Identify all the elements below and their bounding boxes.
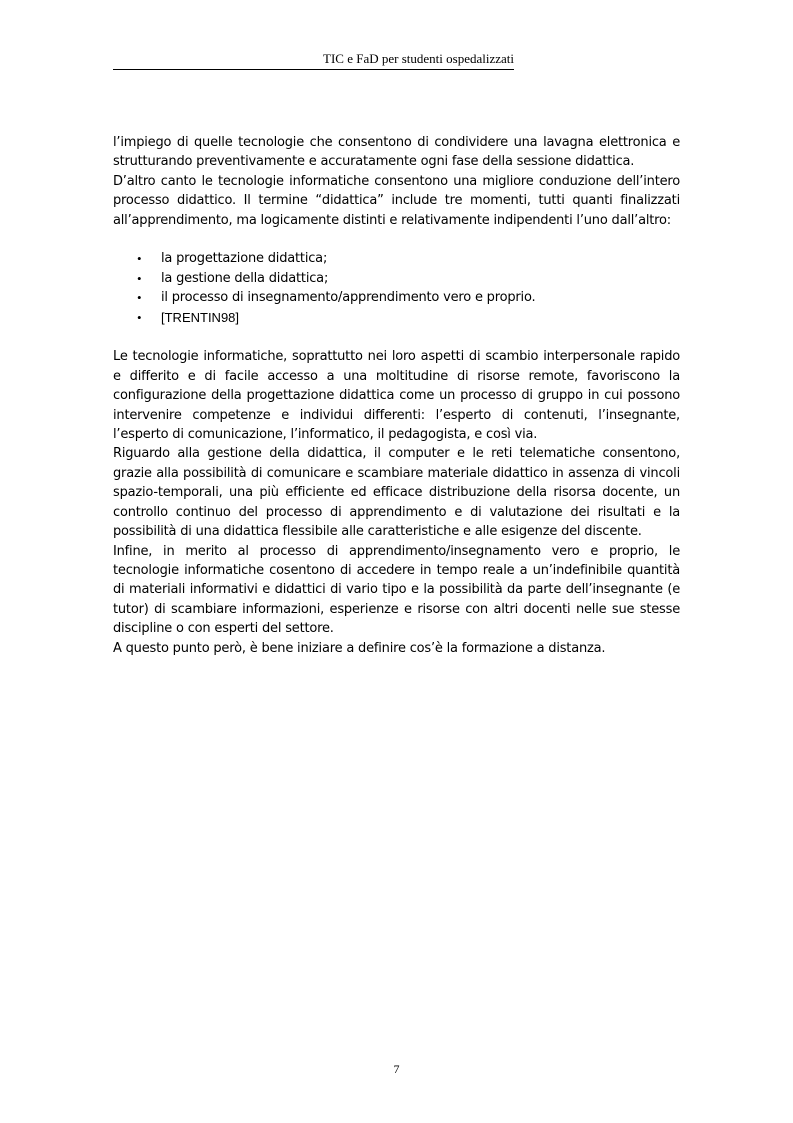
list-item-text: la progettazione didattica;: [161, 251, 328, 267]
running-header-title: TIC e FaD per studenti ospedalizzati: [323, 51, 514, 66]
bullet-icon: •: [137, 290, 142, 306]
list-item-text: il processo di insegnamento/apprendimento vero e proprio.: [161, 290, 536, 306]
didactic-moments-list: [113, 249, 680, 328]
intro-paragraph-1: l’impiego di quelle tecnologie che consentono di condividere una lavagna elettronica e strutturando preventivamente e accuratamente ogni fase della sessione didattica.: [113, 135, 680, 170]
intro-paragraph-2: D’altro canto le tecnologie informatiche consentono una migliore conduzione dell’intero processo didattico. Il termine “didattica” include tre momenti, tutti quanti finalizzati all’apprendimento, ma logicamente distinti e relativamente indipendenti l’uno dall’altro:: [113, 173, 680, 228]
list-item: [113, 288, 680, 307]
page-body: [113, 133, 680, 658]
page-number: 7: [393, 1062, 400, 1076]
body-paragraph-2: Riguardo alla gestione della didattica, il computer e le reti telematiche consentono, grazie alla possibilità di comunicare e scambiare materiale didattico in assenza di vincoli spazio-temporali, una più efficiente ed efficace distribuzione della risorsa docente, un controllo continuo del processo di apprendimento e di valutazione dei risultati e la possibilità di una didattica flessibile alle caratteristiche e alle esigenze del discente.: [113, 446, 680, 540]
list-item-text: la gestione della didattica;: [161, 270, 329, 286]
body-paragraph-1: Le tecnologie informatiche, soprattutto nei loro aspetti di scambio interpersonale rapido e differito e di facile accesso a una moltitudine di risorse remote, favoriscono la configurazione della progettazione didattica come un processo di gruppo in cui possono intervenire competenze e individui differenti: l’esperto di contenuti, l’insegnante, l’esperto di comunicazione, l’informatico, il pedagogista, e così via.: [113, 349, 680, 443]
list-item: [113, 249, 680, 268]
list-item: [113, 269, 680, 288]
citation-reference: [TRENTIN98]: [161, 309, 240, 325]
list-item-reference: [113, 308, 680, 328]
body-paragraph-4: A questo punto però, è bene iniziare a definire cos’è la formazione a distanza.: [113, 640, 606, 656]
body-paragraph-3: Infine, in merito al processo di apprendimento/insegnamento vero e proprio, le tecnologie informatiche cosentono di accedere in tempo reale a un’indefinibile quantità di materiali informativi e didattici di vario tipo e la possibilità da parte dell’insegnante (e tutor) di scambiare informazioni, esperienze e risorse con altri docenti nelle sue stesse discipline o con esperti del settore.: [113, 543, 680, 637]
bullet-icon: •: [137, 270, 142, 286]
bullet-icon: •: [137, 251, 142, 267]
bullet-icon: •: [137, 309, 142, 325]
running-header: [113, 49, 514, 70]
